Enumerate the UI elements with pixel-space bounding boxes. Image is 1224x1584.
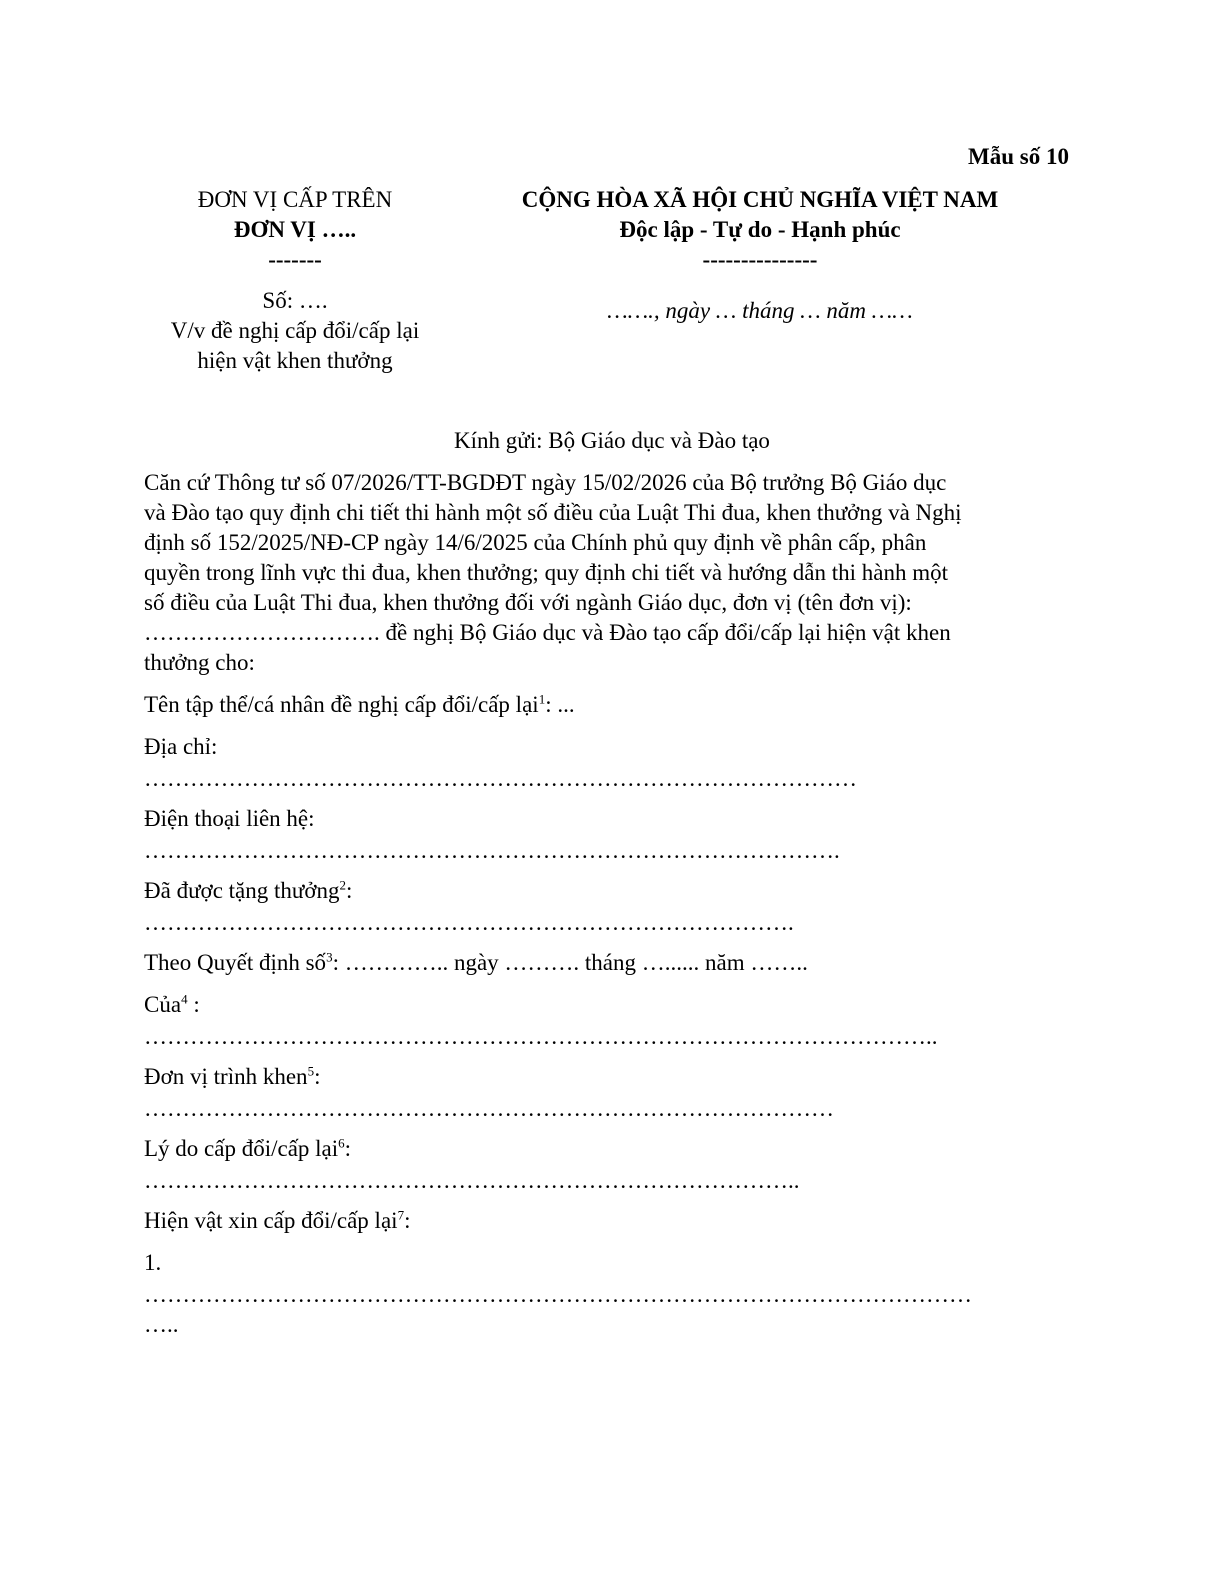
reason-colon: :: [344, 1136, 352, 1161]
footnote-ref-1: 1: [538, 691, 546, 707]
reason-blank: …………………………………………………………………………..: [144, 1168, 800, 1193]
footnote-ref-3: 3: [326, 949, 333, 965]
reason-label: Lý do cấp đổi/cấp lại: [144, 1136, 339, 1161]
issuer-label: Của: [144, 992, 182, 1017]
left-separator: -------: [268, 247, 322, 272]
national-header: [470, 185, 1050, 275]
address-blank: …………………………………………………………………………………: [144, 766, 857, 791]
reason-field: [144, 1134, 1074, 1196]
decision-field: [144, 948, 1074, 978]
awarded-blank: ………………………………………………………………………….: [144, 910, 794, 935]
decision-label: Theo Quyết định số: [144, 950, 327, 975]
issuer-blank: …………………………………………………………………………………………..: [144, 1024, 938, 1049]
intro-line: …………………………. đề nghị Bộ Giáo dục và Đào tạo cấp đổi/cấp lại hiện vật khen: [144, 620, 951, 645]
footnote-ref-5: 5: [307, 1063, 315, 1079]
items-label-line: [144, 1206, 1074, 1236]
address-field: [144, 732, 1074, 794]
country-name: CỘNG HÒA XÃ HỘI CHỦ NGHĨA VIỆT NAM: [521, 187, 999, 212]
item-1-blank-tail: …..: [144, 1312, 179, 1337]
intro-paragraph: [144, 468, 1074, 678]
proposing-unit-blank: ………………………………………………………………………………: [144, 1096, 834, 1121]
proposing-unit-field: [144, 1062, 1074, 1124]
footnote-ref-4: 4: [181, 991, 188, 1007]
subject-line-2: hiện vật khen thưởng: [197, 348, 393, 373]
right-separator: ---------------: [702, 247, 818, 272]
decision-blank: : ………….. ngày ………. tháng …...... năm ……..: [332, 950, 808, 975]
phone-label: Điện thoại liên hệ:: [144, 806, 315, 831]
footnote-ref-6: 6: [338, 1135, 345, 1151]
recipient-line: Kính gửi: Bộ Giáo dục và Đào tạo: [454, 428, 770, 453]
subject-line-1: V/v đề nghị cấp đổi/cấp lại: [170, 318, 420, 343]
form-number: Mẫu số 10: [968, 144, 1069, 169]
intro-line: Căn cứ Thông tư số 07/2026/TT-BGDĐT ngày 15/02/2026 của Bộ trưởng Bộ Giáo dục: [144, 470, 947, 495]
issuer-label-line: [144, 990, 1074, 1020]
name-label: Tên tập thể/cá nhân đề nghị cấp đổi/cấp lại: [144, 692, 539, 717]
awarded-field: [144, 876, 1074, 938]
issuer-colon: :: [187, 992, 200, 1017]
intro-line: định số 152/2025/NĐ-CP ngày 14/6/2025 của Chính phủ quy định về phân cấp, phân: [144, 530, 927, 555]
document-body: [144, 468, 1074, 1340]
awarded-label-line: [144, 876, 1074, 906]
intro-line: quyền trong lĩnh vực thi đua, khen thưởng; quy định chi tiết và hướng dẫn thi hành một: [144, 560, 949, 585]
footnote-ref-2: 2: [339, 877, 347, 893]
items-label: Hiện vật xin cấp đổi/cấp lại: [144, 1208, 398, 1233]
intro-line: số điều của Luật Thi đua, khen thưởng đối với ngành Giáo dục, đơn vị (tên đơn vị):: [144, 590, 912, 615]
document-reference: [145, 286, 445, 376]
proposing-unit-colon: :: [314, 1064, 321, 1089]
intro-line: thưởng cho:: [144, 650, 255, 675]
footnote-ref-7: 7: [397, 1207, 405, 1223]
national-motto: Độc lập - Tự do - Hạnh phúc: [619, 217, 901, 242]
proposing-unit-label-line: [144, 1062, 1074, 1092]
unit-name: ĐƠN VỊ …..: [233, 217, 357, 242]
item-1-blank: ………………………………………………………………………………………………: [144, 1282, 972, 1307]
item-1-number: 1.: [144, 1250, 162, 1275]
issuing-unit-header: [145, 185, 445, 275]
proposing-unit-label: Đơn vị trình khen: [144, 1064, 308, 1089]
phone-field: [144, 804, 1074, 866]
phone-blank: ……………………………………………………………………………….: [144, 838, 840, 863]
awarded-label: Đã được tặng thưởng: [144, 878, 340, 903]
date-line: ……., ngày … tháng … năm ……: [607, 298, 913, 323]
reason-label-line: [144, 1134, 1074, 1164]
awarded-colon: :: [346, 878, 353, 903]
intro-line: và Đào tạo quy định chi tiết thi hành một số điều của Luật Thi đua, khen thưởng và Nghị: [144, 500, 962, 525]
issuer-field: [144, 990, 1074, 1052]
document-number: Số: ….: [262, 288, 328, 313]
name-field: [144, 690, 1074, 720]
items-colon: :: [404, 1208, 411, 1233]
name-value: : ...: [545, 692, 575, 717]
items-field: [144, 1206, 1074, 1340]
parent-unit: ĐƠN VỊ CẤP TRÊN: [197, 187, 393, 212]
address-label: Địa chỉ:: [144, 734, 218, 759]
